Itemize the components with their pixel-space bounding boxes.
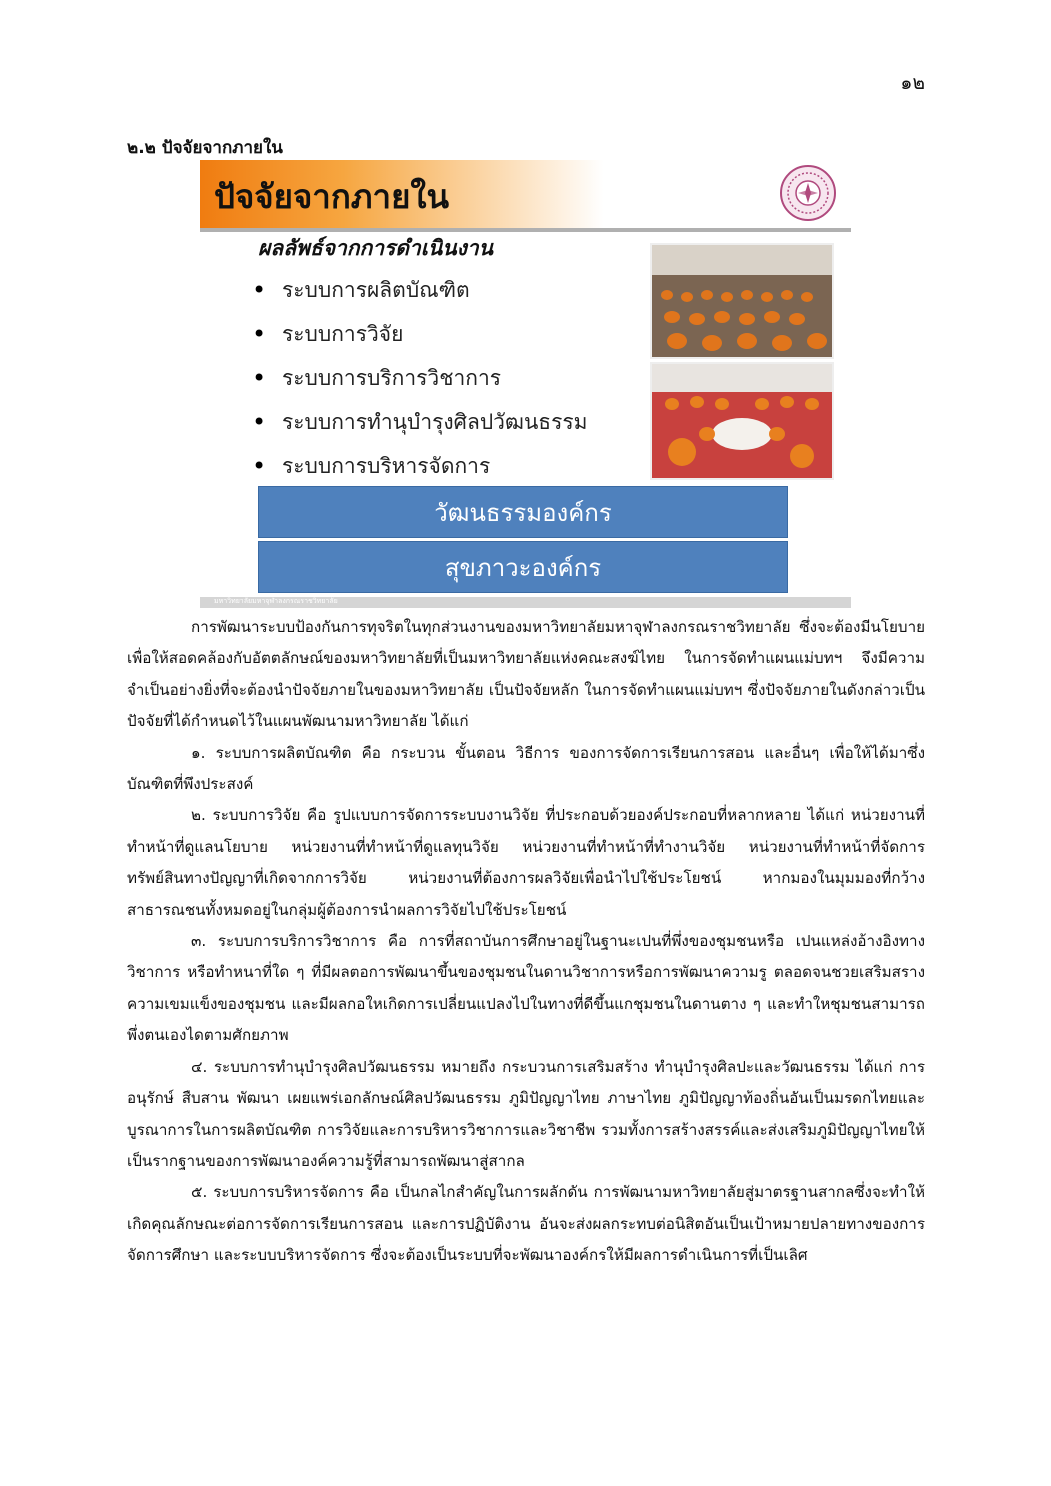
bullet-icon: • — [252, 320, 267, 348]
paragraph: ๑. ระบบการผลิตบัณฑิต คือ กระบวน ขั้นตอน วิธีการ ของการจัดการเรียนการสอน และอื่นๆ เพื่อให้ได้มาซึ่งบัณฑิตที่พึงประสงค์ — [127, 743, 925, 794]
bullet-icon: • — [252, 452, 267, 480]
list-item — [252, 444, 588, 488]
university-seal-icon — [779, 164, 837, 222]
slide-footer-text: มหาวิทยาลัยมหาจุฬาลงกรณราชวิทยาลัย — [214, 597, 338, 605]
bullet-icon: • — [252, 364, 267, 392]
list-item — [252, 268, 588, 312]
slide-subtitle: ผลลัพธ์จากการดำเนินงาน — [258, 236, 494, 260]
bullet-text: ระบบการทำนุบำรุงศิลปวัฒนธรรม — [282, 409, 588, 434]
slide-header — [200, 160, 851, 228]
paragraph: ๒. ระบบการวิจัย คือ รูปแบบการจัดการระบบงานวิจัย ที่ประกอบด้วยองค์ประกอบที่หลากหลาย ได้แก่ หน่วยงานที่ทำหน้าที่ดูแลนโยบาย หน่วยงานที่ทำหน้าที่ดูแลทุนวิจัย หน่วยงานที่ทำหน้าที่ทำงานวิจัย หน่วยงานที่ทำหน้าที่จัดการทรัพย์สินทางปัญญาที่เกิดจากการวิจัย หน่วยงานที่ต้องการผลวิจัยเพื่อนำไปใช้ประโยชน์ หากมองในมุมมองที่กว้าง สาธารณชนทั้งหมดอยู่ในกลุ่มผู้ต้องการนำผลการวิจัยไปใช้ประโยชน์ — [127, 806, 925, 919]
list-item — [252, 312, 588, 356]
classroom-photo — [652, 245, 832, 357]
slide-title: ปัจจัยจากภายใน — [214, 177, 450, 216]
list-item — [252, 400, 588, 444]
organizational-culture-box: วัฒนธรรมองค์กร — [258, 486, 788, 538]
list-item — [252, 356, 588, 400]
body-text — [127, 612, 925, 1272]
page-number: ๑๒ — [900, 72, 925, 94]
bullet-text: ระบบการบริหารจัดการ — [282, 453, 491, 478]
section-heading: ๒.๒ ปัจจัยจากภายใน — [127, 138, 283, 158]
paragraph: การพัฒนาระบบป้องกันการทุจริตในทุกส่วนงานของมหาวิทยาลัยมหาจุฬาลงกรณราชวิทยาลัย ซึ่งจะต้องมีนโยบายเพื่อให้สอดคล้องกับอัตตลักษณ์ของมหาวิทยาลัยที่เป็นมหาวิทยาลัยแห่งคณะสงฆ์ไทย ในการจัดทำแผนแม่บทฯ จึงมีความจำเป็นอย่างยิ่งที่จะต้องนำปัจจัยภายในของมหาวิทยาลัย เป็นปัจจัยหลัก ในการจัดทำแผนแม่บทฯ ซึ่งปัจจัยภายในดังกล่าวเป็นปัจจัยที่ได้กำหนดไว้ในแผนพัฒนามหาวิทยาลัย ได้แก่ — [127, 618, 925, 731]
paragraph: ๔. ระบบการทำนุบำรุงศิลปวัฒนธรรม หมายถึง กระบวนการเสริมสร้าง ทำนุบำรุงศิลปะและวัฒนธรรม ได้แก่ การอนุรักษ์ สืบสาน พัฒนา เผยแพร่เอกลักษณ์ศิลปวัฒนธรรม ภูมิปัญญาไทย ภาษาไทย ภูมิปัญญาท้องถิ่นอันเป็นมรดกไทยและบูรณาการในการผลิตบัณฑิต การวิจัยและการบริหารวิชาการและวิชาชีพ รวมทั้งการสร้างสรรค์และส่งเสริมภูมิปัญญาไทยให้เป็นรากฐานของการพัฒนาองค์ความรู้ที่สามารถพัฒนาสู่สากล — [127, 1057, 925, 1170]
bullet-icon: • — [252, 276, 267, 304]
bullet-text: ระบบการวิจัย — [282, 321, 404, 346]
paragraph: ๓. ระบบการบริการวิชาการ คือ การที่สถาบันการศึกษาอยู่ในฐานะเปนที่พึ่งของชุมชนหรือ เปนแหล่งอ้างอิงทางวิชาการ หรือทำหนาที่ใด ๆ ที่มีผลตอการพัฒนาขึ้นของชุมชนในดานวิชาการหรือการพัฒนาความรู ตลอดจนชวยเสริมสรางความเขมแข็งของชุมชน และมีผลกอใหเกิดการเปลี่ยนแปลงไปในทางที่ดีขึ้นแกชุมชนในดานตาง ๆ และทำใหชุมชนสามารถพึ่งตนเองไดตามศักยภาพ — [127, 932, 925, 1045]
slide-bullet-list — [252, 268, 588, 488]
ceremony-photo — [652, 364, 832, 478]
paragraph: ๕. ระบบการบริหารจัดการ คือ เป็นกลไกสำคัญในการผลักดัน การพัฒนามหาวิทยาลัยสู่มาตรฐานสากลซึ่งจะทำให้เกิดคุณลักษณะต่อการจัดการเรียนการสอน และการปฏิบัติงาน อันจะส่งผลกระทบต่อนิสิตอันเป็นเป้าหมายปลายทางของการจัดการศึกษา และระบบบริหารจัดการ ซึ่งจะต้องเป็นระบบที่จะพัฒนาองค์กรให้มีผลการดำเนินการที่เป็นเลิศ — [127, 1183, 925, 1265]
organizational-wellbeing-box: สุขภาวะองค์กร — [258, 541, 788, 593]
bullet-text: ระบบการบริการวิชาการ — [282, 365, 502, 390]
bullet-text: ระบบการผลิตบัณฑิต — [282, 277, 470, 302]
bullet-icon: • — [252, 408, 267, 436]
presentation-slide — [200, 160, 851, 608]
